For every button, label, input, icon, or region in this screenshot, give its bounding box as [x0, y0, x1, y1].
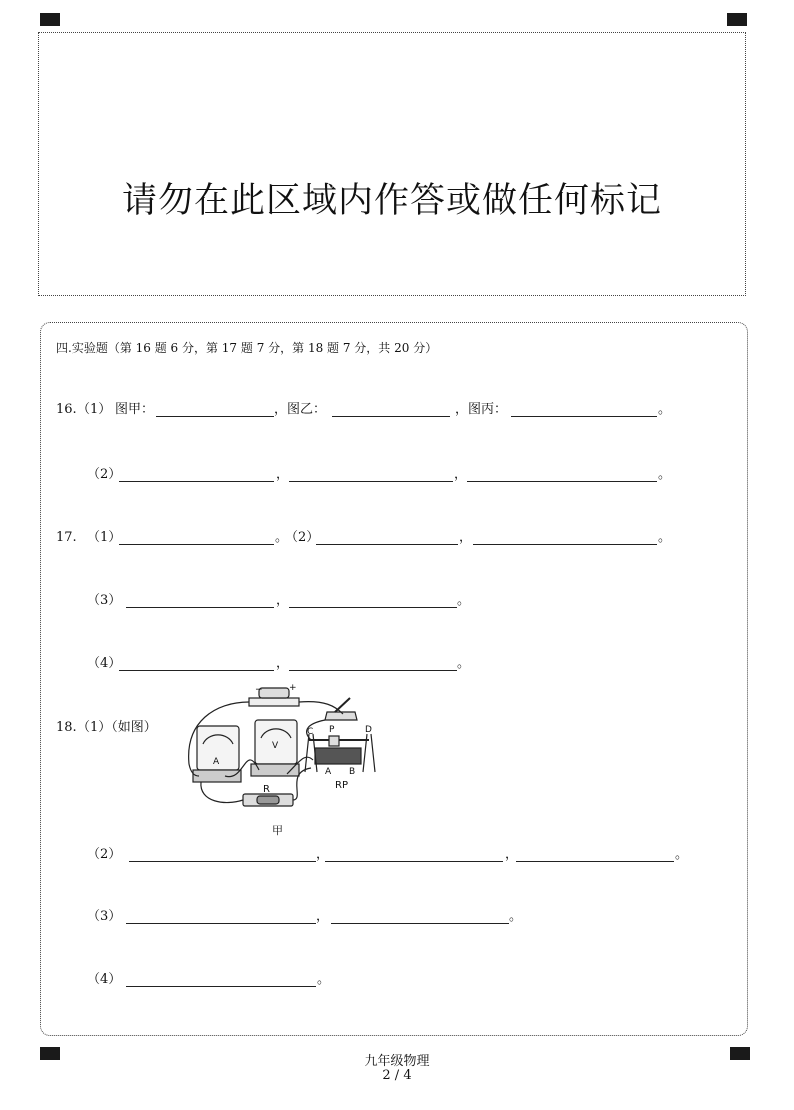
figure-caption: 甲	[272, 824, 283, 837]
rheostat-b-label: B	[349, 767, 356, 777]
battery-holder	[249, 698, 299, 706]
q18-part2-comma-2: ，	[505, 847, 519, 862]
q18-part2-answer-1[interactable]	[129, 861, 316, 862]
q18-part3-period: 。	[509, 909, 523, 924]
q16-answer-bing[interactable]	[511, 416, 657, 417]
q16-number: 16.	[56, 402, 77, 417]
q18-part2-period: 。	[675, 847, 689, 862]
q16-part2-label: （2）	[87, 467, 122, 482]
q16-part2-answer-3[interactable]	[467, 481, 657, 482]
q16-part1-label: （1）	[77, 402, 112, 417]
registration-mark-top-left	[40, 13, 60, 26]
q16-label-jia: 图甲：	[115, 402, 155, 417]
rheostat-slider	[329, 736, 339, 746]
q17-part1-answer[interactable]	[119, 544, 274, 545]
ammeter-label: A	[213, 757, 220, 767]
switch-lever	[335, 698, 350, 712]
rheostat-c-label: C	[307, 727, 314, 737]
section-title: 四.实验题（第 16 题 6 分，第 17 题 7 分，第 18 题 7 分，共 20 分）	[56, 341, 438, 355]
q18-part3-answer-1[interactable]	[126, 923, 316, 924]
q16-period-1: 。	[658, 402, 672, 417]
q17-number: 17.	[56, 530, 77, 545]
q17-part3-comma: ，	[276, 593, 290, 608]
q18-number: 18.	[56, 720, 77, 735]
rheostat-label: RP	[335, 780, 348, 791]
q18-part1-label: （1）（如图）	[77, 720, 157, 735]
q17-part3-answer-1[interactable]	[126, 607, 274, 608]
footer-subject: 九年级物理	[364, 1054, 430, 1069]
registration-mark-top-right	[727, 13, 747, 26]
no-answer-zone	[38, 32, 746, 296]
q17-part2-answer-2[interactable]	[473, 544, 657, 545]
q17-part4-label: （4）	[87, 656, 122, 671]
q17-part2-comma: ，	[459, 530, 473, 545]
rheostat-p-label: P	[329, 725, 335, 735]
footer-page-number: 2 / 4	[382, 1068, 412, 1083]
q16-period-2: 。	[658, 467, 672, 482]
switch	[325, 712, 357, 720]
no-answer-notice: 请勿在此区域内作答或做任何标记	[121, 181, 662, 221]
q16-label-yi: ，图乙：	[274, 402, 327, 417]
q16-part2-comma-1: ，	[276, 467, 290, 482]
resistor-body	[257, 796, 279, 804]
q18-part3-answer-2[interactable]	[331, 923, 509, 924]
q18-part2-label: （2）	[87, 847, 122, 862]
wire-5	[201, 782, 243, 803]
q18-part4-period: 。	[317, 972, 331, 987]
q18-part3-comma: ，	[316, 909, 330, 924]
q18-part3-label: （3）	[87, 909, 122, 924]
q17-part3-label: （3）	[87, 593, 122, 608]
q16-answer-yi[interactable]	[332, 416, 450, 417]
q17-part4-answer-1[interactable]	[119, 670, 274, 671]
answer-area	[40, 322, 748, 1036]
q17-part4-comma: ，	[276, 656, 290, 671]
rheostat-d-label: D	[365, 725, 372, 735]
q16-part2-answer-2[interactable]	[289, 481, 453, 482]
q17-part2-label: （2）	[285, 530, 320, 545]
q16-label-bing: ，图丙：	[455, 402, 508, 417]
rheostat-coil	[315, 748, 361, 764]
battery-positive-label: +	[289, 683, 297, 693]
q18-part2-answer-3[interactable]	[516, 861, 674, 862]
q18-part2-comma-1: ，	[316, 847, 330, 862]
q16-answer-jia[interactable]	[156, 416, 274, 417]
q18-part4-label: （4）	[87, 972, 122, 987]
battery-cell	[259, 688, 289, 698]
q17-part3-period: 。	[457, 593, 471, 608]
q17-part4-period: 。	[457, 656, 471, 671]
rheostat-a-label: A	[325, 767, 332, 777]
q17-part2-period: 。	[658, 530, 672, 545]
battery-negative-label: −	[255, 685, 263, 695]
q16-part2-comma-2: ，	[454, 467, 468, 482]
circuit-diagram[interactable]	[175, 682, 390, 842]
voltmeter-label: V	[272, 741, 279, 751]
q17-part1-period: 。	[275, 530, 289, 545]
q18-part4-answer[interactable]	[126, 986, 316, 987]
q18-part2-answer-2[interactable]	[325, 861, 503, 862]
q17-part3-answer-2[interactable]	[289, 607, 457, 608]
q16-part2-answer-1[interactable]	[119, 481, 274, 482]
q17-part2-answer-1[interactable]	[316, 544, 458, 545]
q17-part4-answer-2[interactable]	[289, 670, 457, 671]
resistor-label: R	[263, 784, 270, 795]
q17-part1-label: （1）	[87, 530, 122, 545]
voltmeter-base	[251, 764, 299, 776]
